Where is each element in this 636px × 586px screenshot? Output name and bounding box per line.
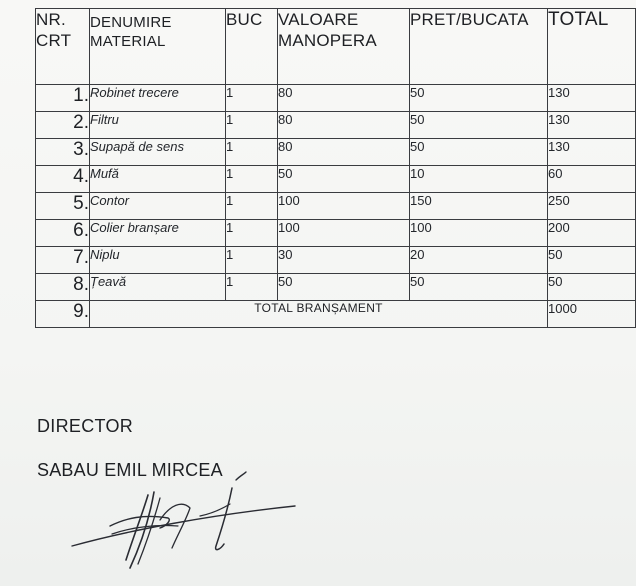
handwritten-signature (60, 460, 310, 580)
row-number: 9. (36, 301, 90, 328)
material-name: Filtru (90, 112, 226, 139)
labor-value: 80 (278, 85, 410, 112)
row-total: 130 (548, 112, 636, 139)
row-number: 3. (36, 139, 90, 166)
table-row (36, 166, 636, 193)
unit-price: 50 (410, 85, 548, 112)
row-total: 200 (548, 220, 636, 247)
quantity: 1 (226, 112, 278, 139)
row-number: 8. (36, 274, 90, 301)
material-name: Mufă (90, 166, 226, 193)
labor-value: 100 (278, 220, 410, 247)
table-header-row (36, 9, 636, 85)
row-total: 130 (548, 139, 636, 166)
labor-value: 100 (278, 193, 410, 220)
unit-price: 50 (410, 274, 548, 301)
labor-value: 50 (278, 274, 410, 301)
material-name: Colier branșare (90, 220, 226, 247)
header-denumire-material: DENUMIRE MATERIAL (90, 9, 226, 85)
header-pret-bucata: PRET/BUCATA (410, 9, 548, 85)
labor-value: 80 (278, 139, 410, 166)
quantity: 1 (226, 139, 278, 166)
row-total: 130 (548, 85, 636, 112)
row-number: 1. (36, 85, 90, 112)
total-row (36, 301, 636, 328)
table-row (36, 139, 636, 166)
grand-total: 1000 (548, 301, 636, 328)
labor-value: 30 (278, 247, 410, 274)
quantity: 1 (226, 166, 278, 193)
unit-price: 150 (410, 193, 548, 220)
unit-price: 10 (410, 166, 548, 193)
material-name: Robinet trecere (90, 85, 226, 112)
header-nr-crt: NR. CRT (36, 9, 90, 85)
row-number: 2. (36, 112, 90, 139)
material-name: Contor (90, 193, 226, 220)
row-total: 250 (548, 193, 636, 220)
material-name: Supapă de sens (90, 139, 226, 166)
material-name: Țeavă (90, 274, 226, 301)
unit-price: 100 (410, 220, 548, 247)
table-row (36, 274, 636, 301)
quantity: 1 (226, 274, 278, 301)
unit-price: 50 (410, 139, 548, 166)
quantity: 1 (226, 193, 278, 220)
row-total: 50 (548, 274, 636, 301)
header-total: TOTAL (548, 9, 636, 85)
signatory-role: DIRECTOR (37, 416, 134, 436)
unit-price: 20 (410, 247, 548, 274)
labor-value: 80 (278, 112, 410, 139)
row-total: 60 (548, 166, 636, 193)
material-name: Niplu (90, 247, 226, 274)
materials-table (35, 8, 636, 328)
total-label: TOTAL BRANȘAMENT (90, 301, 548, 328)
row-total: 50 (548, 247, 636, 274)
row-number: 5. (36, 193, 90, 220)
table-row (36, 85, 636, 112)
quantity: 1 (226, 220, 278, 247)
table-row (36, 220, 636, 247)
labor-value: 50 (278, 166, 410, 193)
header-buc: BUC (226, 9, 278, 85)
quantity: 1 (226, 247, 278, 274)
quantity: 1 (226, 85, 278, 112)
header-valoare-manopera: VALOARE MANOPERA (278, 9, 410, 85)
signatory-name: SABAU EMIL MIRCEA (37, 460, 223, 480)
table-row (36, 193, 636, 220)
row-number: 6. (36, 220, 90, 247)
table-row (36, 112, 636, 139)
row-number: 4. (36, 166, 90, 193)
unit-price: 50 (410, 112, 548, 139)
table-row (36, 247, 636, 274)
row-number: 7. (36, 247, 90, 274)
